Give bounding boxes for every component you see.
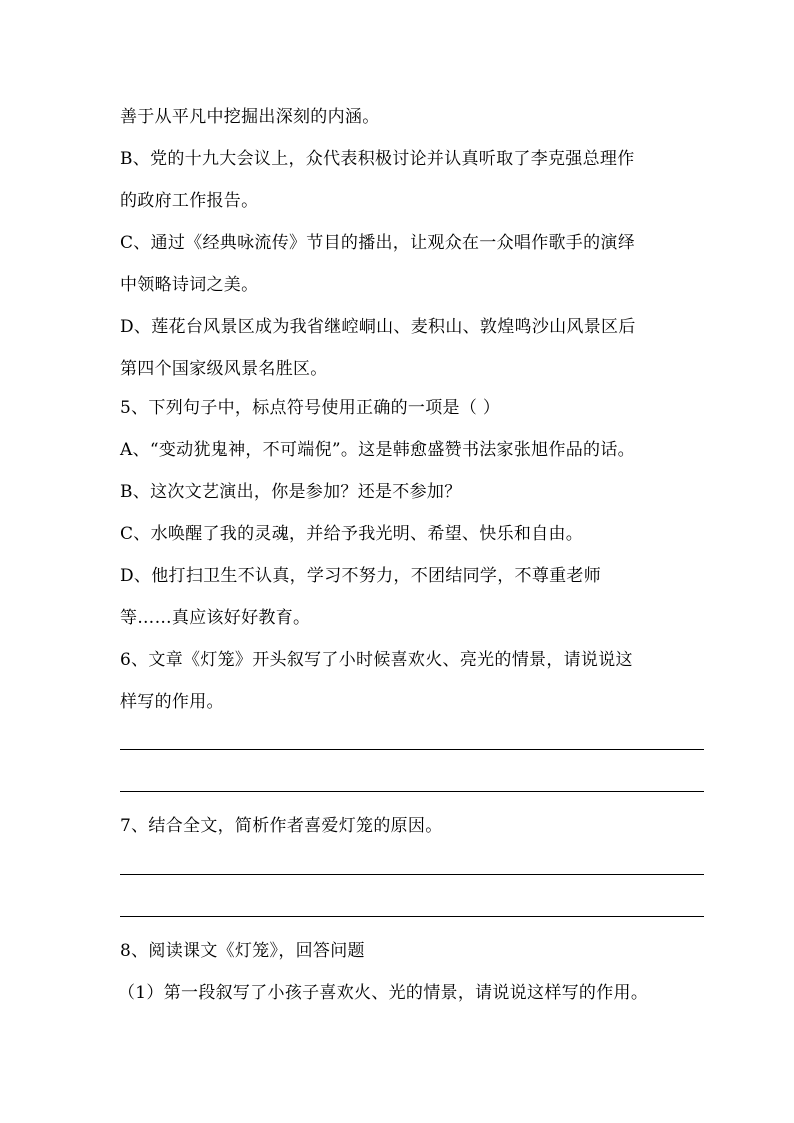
option-d-line-2: 第四个国家级风景名胜区。 (120, 359, 328, 379)
question-6-line-2: 样写的作用。 (120, 692, 224, 712)
question-5-option-c: C、水唤醒了我的灵魂，并给予我光明、希望、快乐和自由。 (120, 524, 584, 544)
question-8-part-1: （1）第一段叙写了小孩子喜欢火、光的情景，请说说这样写的作用。 (118, 983, 649, 1003)
question-5-option-d-line-2: 等……真应该好好教育。 (120, 608, 311, 628)
question-5-option-d-line-1: D、他打扫卫生不认真，学习不努力，不团结同学，不尊重老师 (120, 566, 602, 586)
question-8: 8、阅读课文《灯笼》，回答问题 (120, 941, 365, 961)
answer-line-6-1[interactable] (120, 749, 704, 750)
option-b-line-2: 的政府工作报告。 (120, 191, 259, 211)
option-c-line-1: C、通过《经典咏流传》节目的播出，让观众在一众唱作歌手的演绎 (120, 233, 636, 253)
question-5: 5、下列句子中，标点符号使用正确的一项是（ ） (120, 398, 501, 418)
question-5-option-a: A、“变动犹鬼神，不可端倪”。这是韩愈盛赞书法家张旭作品的话。 (120, 440, 635, 460)
option-b-line-1: B、党的十九大会议上，众代表积极讨论并认真听取了李克强总理作 (120, 149, 635, 169)
text-line-1: 善于从平凡中挖掘出深刻的内涵。 (120, 107, 380, 127)
option-c-line-2: 中领略诗词之美。 (120, 275, 259, 295)
answer-line-6-2[interactable] (120, 791, 704, 792)
option-d-line-1: D、莲花台风景区成为我省继崆峒山、麦积山、敦煌鸣沙山风景区后 (120, 317, 636, 337)
answer-line-7-2[interactable] (120, 916, 704, 917)
answer-line-7-1[interactable] (120, 874, 704, 875)
question-6-line-1: 6、文章《灯笼》开头叙写了小时候喜欢火、亮光的情景，请说说这 (120, 650, 633, 670)
question-5-option-b: B、这次文艺演出，你是参加？还是不参加？ (120, 482, 462, 502)
question-7: 7、结合全文，简析作者喜爱灯笼的原因。 (120, 816, 443, 836)
